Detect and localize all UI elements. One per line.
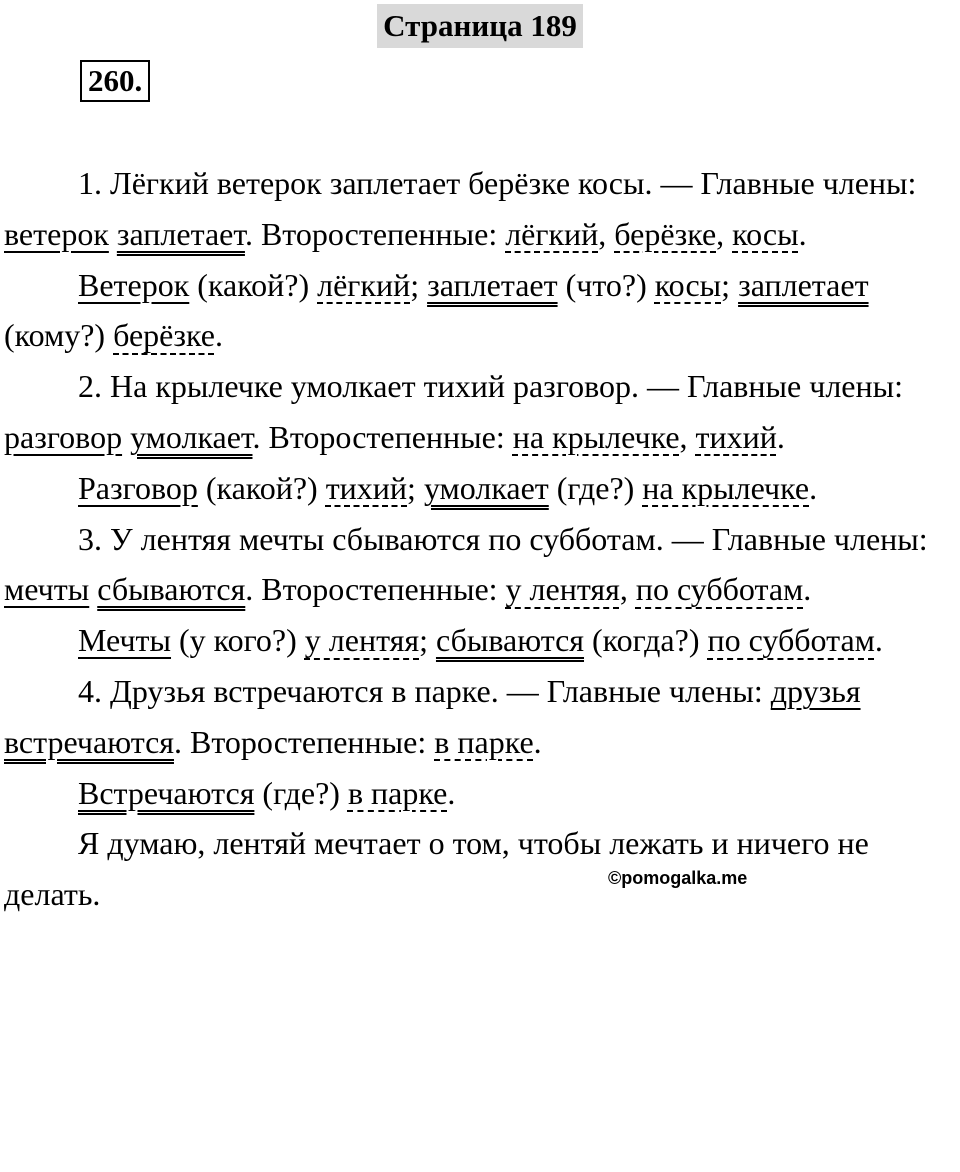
text-run: . <box>803 571 812 608</box>
text-run: (кому?) <box>4 317 114 354</box>
predicate-word: заплетает <box>116 215 245 252</box>
paragraph <box>4 768 956 819</box>
paragraph <box>4 463 956 514</box>
text-run: (какой?) <box>197 469 326 506</box>
text-run: Я думаю, лентяй мечтает о том, чтобы лежать и ничего не делать. <box>4 825 869 913</box>
secondary-member: берёзке <box>614 215 717 252</box>
subject-word: разговор <box>4 418 123 455</box>
text-run: . <box>447 774 456 811</box>
subject-word: Разговор <box>78 469 198 506</box>
text-run: . Второстепенные: <box>244 215 506 252</box>
secondary-member: по субботам <box>707 622 875 659</box>
paragraph <box>4 818 956 920</box>
text-run: ; <box>419 622 436 659</box>
watermark: ©pomogalka.me <box>608 868 748 888</box>
predicate-word: встречаются <box>4 723 174 760</box>
text-run: (где?) <box>548 469 643 506</box>
secondary-member: на крылечке <box>512 418 680 455</box>
text-run: ; <box>721 266 739 303</box>
secondary-member: у лентяя <box>505 571 620 608</box>
text-run: . <box>214 317 223 354</box>
subject-word: Мечты <box>78 622 172 659</box>
text-run <box>109 216 117 252</box>
secondary-member: лёгкий <box>505 215 599 252</box>
text-run: 1. Лёгкий ветерок заплетает берёзке косы. — Главные члены: <box>78 165 917 201</box>
text-run: , <box>679 418 696 455</box>
text-run: . Второстепенные: <box>252 418 513 455</box>
predicate-word: заплетает <box>738 266 869 303</box>
secondary-member: лёгкий <box>317 266 411 303</box>
secondary-member: косы <box>732 215 799 252</box>
subject-word: Ветерок <box>78 266 190 303</box>
page-title: Страница 189 <box>377 4 583 48</box>
answer-text <box>4 158 956 920</box>
paragraph <box>4 666 956 768</box>
paragraph <box>4 615 956 666</box>
text-run: ; <box>407 469 424 506</box>
text-run: . <box>776 418 785 455</box>
secondary-member: берёзке <box>113 317 215 354</box>
task-number: 260. <box>80 60 150 102</box>
secondary-member: в парке <box>434 723 534 760</box>
text-run: . <box>809 469 818 506</box>
secondary-member: у лентяя <box>304 622 420 659</box>
subject-word: мечты <box>4 571 90 608</box>
text-run: 3. У лентяя мечты сбываются по субботам. — Главные члены: <box>78 520 928 557</box>
paragraph <box>4 158 956 260</box>
predicate-word: сбываются <box>97 571 246 608</box>
text-run: (когда?) <box>584 622 708 659</box>
secondary-member: косы <box>654 266 722 303</box>
text-run: . Второстепенные: <box>173 723 435 760</box>
text-run: 2. На крылечке умолкает тихий разговор. — Главные члены: <box>78 368 904 405</box>
text-run: 4. Друзья встречаются в парке. — Главные члены: <box>78 672 771 709</box>
predicate-word: умолкает <box>130 418 253 455</box>
text-run: (где?) <box>254 774 348 811</box>
paragraph <box>4 514 956 616</box>
text-run: , <box>598 215 615 252</box>
text-run: . <box>798 215 807 252</box>
subject-word: ветерок <box>4 215 109 252</box>
page-header <box>0 4 960 48</box>
paragraph <box>4 361 956 463</box>
predicate-word: Встречаются <box>78 774 255 811</box>
secondary-member: в парке <box>347 774 448 811</box>
secondary-member: по субботам <box>635 571 804 608</box>
subject-word: друзья <box>770 672 861 709</box>
text-run: ; <box>410 266 428 303</box>
paragraph <box>4 260 956 362</box>
secondary-member: тихий <box>325 469 408 506</box>
secondary-member: тихий <box>695 418 777 455</box>
text-run: , <box>716 215 733 252</box>
text-run: (что?) <box>557 266 655 303</box>
predicate-word: заплетает <box>427 266 558 303</box>
text-run <box>122 419 130 455</box>
secondary-member: на крылечке <box>642 469 810 506</box>
text-run: (какой?) <box>189 266 318 303</box>
text-run: . <box>874 622 883 659</box>
text-run: , <box>619 571 636 608</box>
text-run: . <box>533 723 542 760</box>
text-run: (у кого?) <box>171 622 305 659</box>
predicate-word: умолкает <box>423 469 549 506</box>
predicate-word: сбываются <box>435 622 585 659</box>
text-run: . Второстепенные: <box>245 571 506 608</box>
